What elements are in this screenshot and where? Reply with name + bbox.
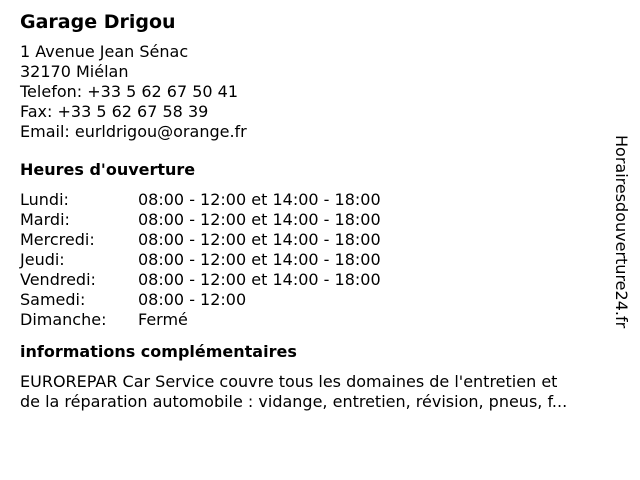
hours-row-saturday bbox=[20, 290, 610, 310]
fax-number: Fax: +33 5 62 67 58 39 bbox=[20, 102, 209, 121]
contact-block bbox=[20, 42, 610, 142]
business-name: Garage Drigou bbox=[20, 11, 176, 33]
time-value: 08:00 - 12:00 et 14:00 - 18:00 bbox=[138, 270, 381, 289]
time-value: Fermé bbox=[138, 310, 188, 329]
additional-info-heading: informations complémentaires bbox=[20, 342, 297, 361]
hours-row-monday bbox=[20, 190, 610, 210]
time-value: 08:00 - 12:00 et 14:00 - 18:00 bbox=[138, 210, 381, 229]
hours-row-tuesday bbox=[20, 210, 610, 230]
time-value: 08:00 - 12:00 et 14:00 - 18:00 bbox=[138, 190, 381, 209]
business-card bbox=[20, 10, 610, 412]
info-line-1: EUROREPAR Car Service couvre tous les domaines de l'entretien et bbox=[20, 372, 558, 391]
hours-row-sunday bbox=[20, 310, 610, 330]
day-label: Samedi: bbox=[20, 290, 86, 309]
email-address[interactable]: Email: eurldrigou@orange.fr bbox=[20, 122, 247, 141]
additional-info-text bbox=[20, 372, 620, 412]
hours-row-wednesday bbox=[20, 230, 610, 250]
day-label: Vendredi: bbox=[20, 270, 96, 289]
opening-hours-table bbox=[20, 190, 610, 330]
time-value: 08:00 - 12:00 et 14:00 - 18:00 bbox=[138, 250, 381, 269]
time-value: 08:00 - 12:00 bbox=[138, 290, 247, 309]
address-city: 32170 Miélan bbox=[20, 62, 129, 81]
hours-row-friday bbox=[20, 270, 610, 290]
day-label: Lundi: bbox=[20, 190, 69, 209]
day-label: Jeudi: bbox=[20, 250, 65, 269]
day-label: Mercredi: bbox=[20, 230, 95, 249]
time-value: 08:00 - 12:00 et 14:00 - 18:00 bbox=[138, 230, 381, 249]
day-label: Dimanche: bbox=[20, 310, 107, 329]
opening-hours-heading: Heures d'ouverture bbox=[20, 160, 196, 179]
info-line-2: de la réparation automobile : vidange, entretien, révision, pneus, f... bbox=[20, 392, 568, 411]
site-watermark: Horairesdouverture24.fr bbox=[612, 135, 631, 329]
hours-row-thursday bbox=[20, 250, 610, 270]
address-street: 1 Avenue Jean Sénac bbox=[20, 42, 189, 61]
phone-number[interactable]: Telefon: +33 5 62 67 50 41 bbox=[20, 82, 239, 101]
day-label: Mardi: bbox=[20, 210, 70, 229]
